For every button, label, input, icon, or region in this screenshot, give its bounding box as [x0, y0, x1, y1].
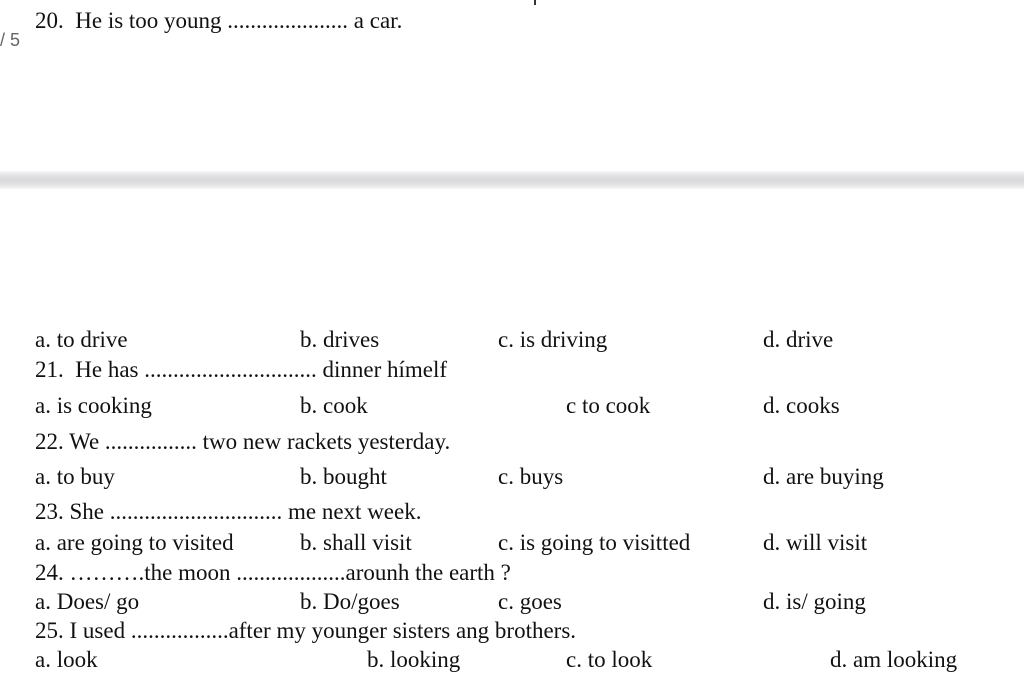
- q24-option-d: d. is/ going: [763, 589, 866, 614]
- q22-option-d: d. are buying: [763, 464, 884, 489]
- q23-option-a: a. are going to visited: [35, 530, 234, 555]
- q23-option-c: c. is going to visitted: [498, 530, 691, 555]
- question-23-stem: 23. She .............................. me next week.: [35, 499, 422, 524]
- q22-option-b: b. bought: [300, 464, 387, 489]
- q24-option-a: a. Does/ go: [35, 589, 140, 614]
- q21-option-b: b. cook: [300, 393, 368, 418]
- question-22-stem: 22. We ................ two new rackets yesterday.: [35, 429, 451, 454]
- q20-option-b: b. drives: [300, 327, 380, 352]
- q21-option-c: c to cook: [566, 393, 651, 418]
- q25-option-b: b. looking: [367, 647, 461, 672]
- q22-option-a: a. to buy: [35, 464, 115, 489]
- question-21-stem: 21. He has .............................. dinner hímelf: [35, 357, 448, 382]
- q25-option-c: c. to look: [566, 647, 653, 672]
- q20-option-c: c. is driving: [498, 327, 608, 352]
- q23-option-b: b. shall visit: [300, 530, 412, 555]
- page-indicator: / 5: [0, 30, 21, 50]
- q21-option-d: d. cooks: [763, 393, 840, 418]
- q25-option-a: a. look: [35, 647, 98, 672]
- q25-option-d: d. am looking: [830, 647, 958, 672]
- question-25-stem: 25. I used .................after my younger sisters ang brothers.: [35, 618, 577, 643]
- question-20-stem: 20. He is too young ..................... a car.: [35, 8, 403, 33]
- q20-option-a: a. to drive: [35, 327, 128, 352]
- page-separator: [0, 171, 1024, 189]
- q23-option-d: d. will visit: [763, 530, 868, 555]
- q24-option-b: b. Do/goes: [300, 589, 400, 614]
- page-edge-mark: [534, 0, 536, 5]
- q20-option-d: d. drive: [763, 327, 834, 352]
- q22-option-c: c. buys: [498, 464, 564, 489]
- q21-option-a: a. is cooking: [35, 393, 152, 418]
- q24-option-c: c. goes: [498, 589, 562, 614]
- question-24-stem: 24. ……….the moon ...................arounh the earth ?: [35, 560, 511, 585]
